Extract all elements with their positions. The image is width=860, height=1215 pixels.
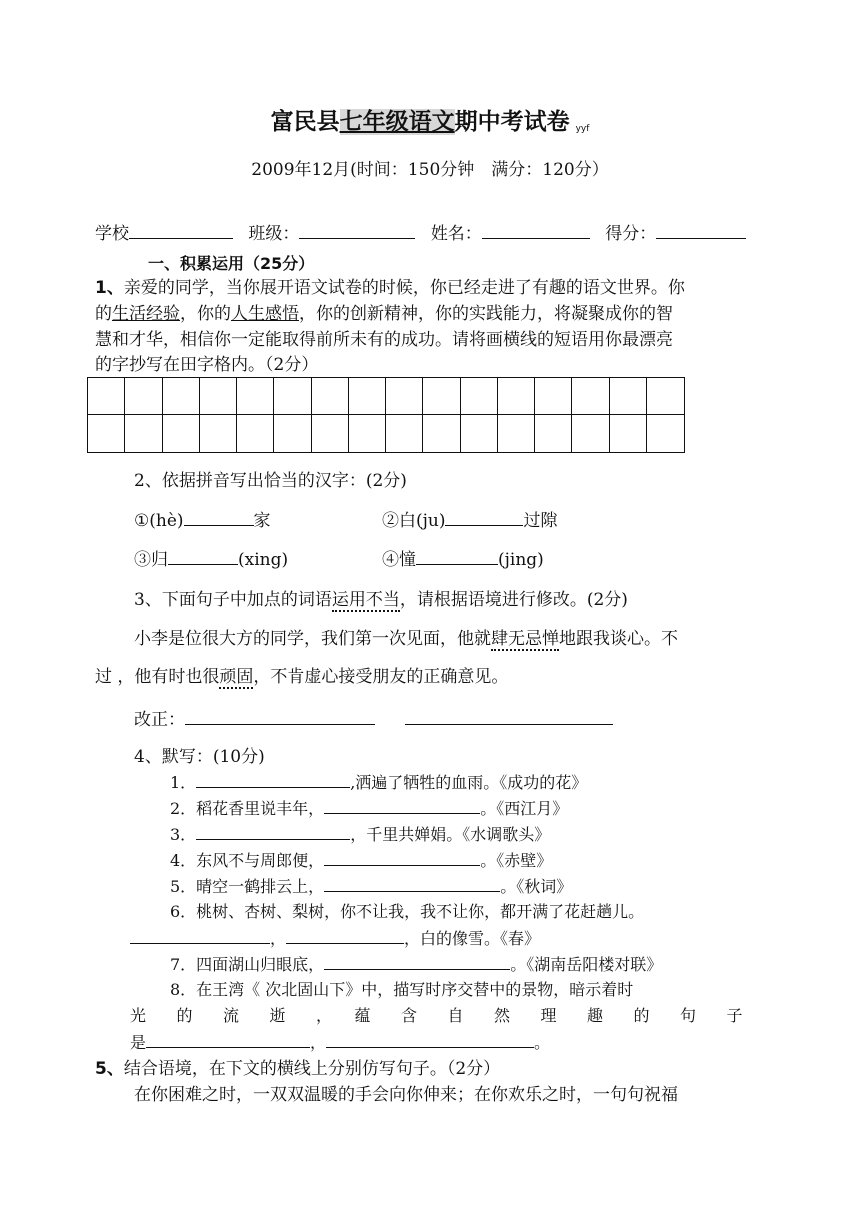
q1-line1 [95, 275, 685, 301]
q4-blank-6b[interactable] [286, 925, 404, 944]
q4-item-6-line1: 6．桃树、杏树、梨树，你不让我，我不让你，都开满了花赶趟儿。 [170, 902, 645, 921]
grid-cell[interactable] [312, 378, 349, 415]
q1-text2a: 的 [95, 304, 112, 324]
q4-item6-post: ，白的像雪。《春》 [404, 929, 541, 948]
class-label: 班级： [248, 224, 300, 244]
grid-cell[interactable] [535, 378, 572, 415]
grid-cell[interactable] [647, 378, 684, 415]
q2-blank-2[interactable] [445, 507, 523, 526]
grid-cell[interactable] [125, 415, 162, 452]
name-field[interactable] [482, 220, 590, 239]
q4-item8-comma: ， [310, 1033, 327, 1052]
q4-item1-pre: 1． [170, 773, 197, 792]
score-label: 得分： [605, 224, 657, 244]
q4-item2-post: 。《西江月》 [480, 799, 569, 818]
grid-cell[interactable] [200, 415, 237, 452]
grid-cell[interactable] [349, 415, 386, 452]
q3-stem-dotted: 运用不当 [331, 590, 400, 610]
q4-item-8-line1: 8．在王湾《 次北固山下》中，描写时序交替中的景物，暗示着时 [170, 980, 634, 999]
title-suffix: 期中考试卷 [454, 109, 570, 135]
grid-cell[interactable] [349, 378, 386, 415]
q4-item-3 [170, 821, 550, 845]
q3-dotted-word-1: 肆无忌惮 [491, 629, 559, 649]
q2-item2-suffix: 过隙 [523, 511, 558, 531]
q4-blank-7[interactable] [324, 951, 510, 970]
q4-blank-5[interactable] [324, 873, 500, 892]
q2-item-3 [134, 545, 288, 570]
title-prefix: 富民县 [270, 109, 340, 135]
title-highlight: 七年级语文 [339, 109, 455, 135]
q4-item5-post: 。《秋词》 [500, 877, 573, 896]
q1-text2c: ，你的创新精神，你的实践能力，将凝聚成你的智 [299, 304, 673, 324]
title-tag: yyf [575, 124, 590, 134]
q2-item2-pinyin: ②白(ju) [382, 511, 446, 531]
q1-text1: 亲爱的同学，当你展开语文试卷的时候，你已经走进了有趣的语文世界。你 [123, 278, 685, 298]
q1-line4: 的字抄写在田字格内。（2分） [95, 355, 319, 375]
q4-item5-pre: 5．晴空一鹤排云上， [170, 877, 325, 896]
q4-item8-pre: 是 [130, 1033, 147, 1052]
q4-blank-4[interactable] [324, 847, 480, 866]
q2-blank-4[interactable] [416, 546, 498, 565]
q5-number: 5、 [95, 1059, 124, 1079]
q3-fix-label: 改正： [134, 710, 185, 730]
q3-p1-b: 地跟我谈心。不 [559, 629, 678, 649]
grid-cell[interactable] [88, 378, 125, 415]
q2-item4-pinyin: (jing) [498, 550, 544, 570]
grid-cell[interactable] [610, 378, 647, 415]
q5-stem-text: 结合语境，在下文的横线上分别仿写句子。（2分） [123, 1059, 501, 1079]
grid-cell[interactable] [647, 415, 684, 452]
q3-p1-a: 小李是位很大方的同学，我们第一次见面，他就 [134, 629, 491, 649]
q3-fix-blank-2[interactable] [405, 706, 613, 725]
q3-dotted-word-2: 顽固 [219, 667, 254, 687]
grid-cell[interactable] [88, 415, 125, 452]
q4-item-8-line2: 光 的 流 逝 ， 蕴 含 自 然 理 趣 的 句 子 [130, 1006, 743, 1025]
grid-cell[interactable] [535, 415, 572, 452]
q4-item1-post: ,洒遍了牺牲的血雨。《成功的花》 [350, 773, 588, 792]
name-label: 姓名： [430, 224, 482, 244]
grid-cell[interactable] [274, 415, 311, 452]
grid-cell[interactable] [461, 378, 498, 415]
q3-p2-a: 过 ，他有时也很 [95, 667, 220, 687]
q1-underlined-phrase-1: 生活经验 [112, 304, 180, 324]
q3-stem-a: 3、下面句子中加点的词语 [134, 590, 332, 610]
q4-item-5 [170, 873, 572, 897]
grid-cell[interactable] [572, 378, 609, 415]
q4-item8-end: 。 [534, 1033, 551, 1052]
grid-cell[interactable] [610, 415, 647, 452]
q2-item3-pinyin: (xing) [238, 550, 289, 570]
q4-item2-pre: 2．稻花香里说丰年， [170, 799, 325, 818]
q3-passage-line1 [134, 624, 678, 649]
q2-item3-prefix: ③归 [134, 550, 168, 570]
q2-blank-3[interactable] [168, 546, 238, 565]
q2-item-1 [134, 506, 271, 531]
q2-item-2 [382, 506, 557, 531]
q4-blank-8b[interactable] [326, 1029, 534, 1048]
q2-stem: 2、依据拼音写出恰当的汉字：(2分) [134, 471, 407, 491]
grid-cell[interactable] [200, 378, 237, 415]
grid-cell[interactable] [423, 415, 460, 452]
q2-item1-pinyin: ①(hè) [134, 511, 184, 531]
q2-blank-1[interactable] [184, 507, 254, 526]
q4-item-2 [170, 795, 568, 819]
score-field[interactable] [656, 220, 746, 239]
grid-cell[interactable] [423, 378, 460, 415]
grid-cell[interactable] [572, 415, 609, 452]
q4-item6-comma: ， [270, 929, 287, 948]
exam-subtitle: 2009年12月(时间：150分钟 满分：120分） [251, 160, 609, 180]
q4-item-8-line3 [130, 1029, 550, 1053]
q1-text2b: ，你的 [180, 304, 231, 324]
q4-item4-post: 。《赤壁》 [480, 851, 553, 870]
q5-stem [95, 1054, 500, 1079]
q4-item-1 [170, 769, 587, 793]
grid-cell[interactable] [386, 415, 423, 452]
q4-item3-pre: 3． [170, 825, 197, 844]
q4-item7-pre: 7．四面湖山归眼底， [170, 955, 325, 974]
grid-cell[interactable] [498, 378, 535, 415]
q4-item7-post: 。《湖南岳阳楼对联》 [510, 955, 663, 974]
info-row [95, 219, 746, 244]
q1-number: 1、 [95, 278, 124, 298]
q3-stem [134, 585, 628, 610]
exam-title [0, 103, 860, 136]
grid-cell[interactable] [163, 415, 200, 452]
q4-blank-2[interactable] [324, 795, 480, 814]
q4-blank-1[interactable] [196, 769, 350, 788]
grid-cell[interactable] [498, 415, 535, 452]
q4-blank-3[interactable] [196, 821, 350, 840]
grid-cell[interactable] [237, 378, 274, 415]
tianzige-grid[interactable] [87, 377, 685, 453]
grid-cell[interactable] [274, 378, 311, 415]
q4-item4-pre: 4．东风不与周郎便， [170, 851, 325, 870]
grid-cell[interactable] [237, 415, 274, 452]
school-field[interactable] [129, 220, 233, 239]
q2-item1-suffix: 家 [253, 511, 271, 531]
grid-cell[interactable] [163, 378, 200, 415]
q1-line3: 慧和才华，相信你一定能取得前所未有的成功。请将画横线的短语用你最漂亮 [95, 330, 673, 350]
q2-item4-prefix: ④憧 [382, 550, 416, 570]
q4-blank-8a[interactable] [146, 1029, 310, 1048]
q3-fix-blank-1[interactable] [185, 706, 375, 725]
q2-item-4 [382, 545, 544, 570]
q3-p2-b: ，不肯虚心接受朋友的正确意见。 [253, 667, 509, 687]
q4-item-7 [170, 951, 662, 975]
q1-line2 [95, 301, 673, 327]
section-heading: 一、积累运用（25分） [148, 254, 315, 273]
q3-fix-row [134, 705, 613, 730]
grid-cell[interactable] [125, 378, 162, 415]
q3-passage-line2 [95, 662, 508, 687]
school-label: 学校 [95, 224, 129, 244]
q4-stem: 4、默写：(10分) [134, 747, 265, 767]
grid-cell[interactable] [386, 378, 423, 415]
q5-line1: 在你困难之时，一双双温暖的手会向你伸来；在你欢乐之时，一句句祝福 [134, 1085, 678, 1105]
grid-cell[interactable] [312, 415, 349, 452]
q4-item3-post: ，千里共婵娟。《水调歌头》 [350, 825, 551, 844]
grid-cell[interactable] [461, 415, 498, 452]
q4-item-4 [170, 847, 552, 871]
q1-underlined-phrase-2: 人生感悟 [231, 304, 299, 324]
class-field[interactable] [299, 220, 415, 239]
q4-item-6-line2 [130, 925, 540, 949]
q3-stem-b: ，请根据语境进行修改。(2分) [399, 590, 628, 610]
q4-blank-6a[interactable] [130, 925, 270, 944]
